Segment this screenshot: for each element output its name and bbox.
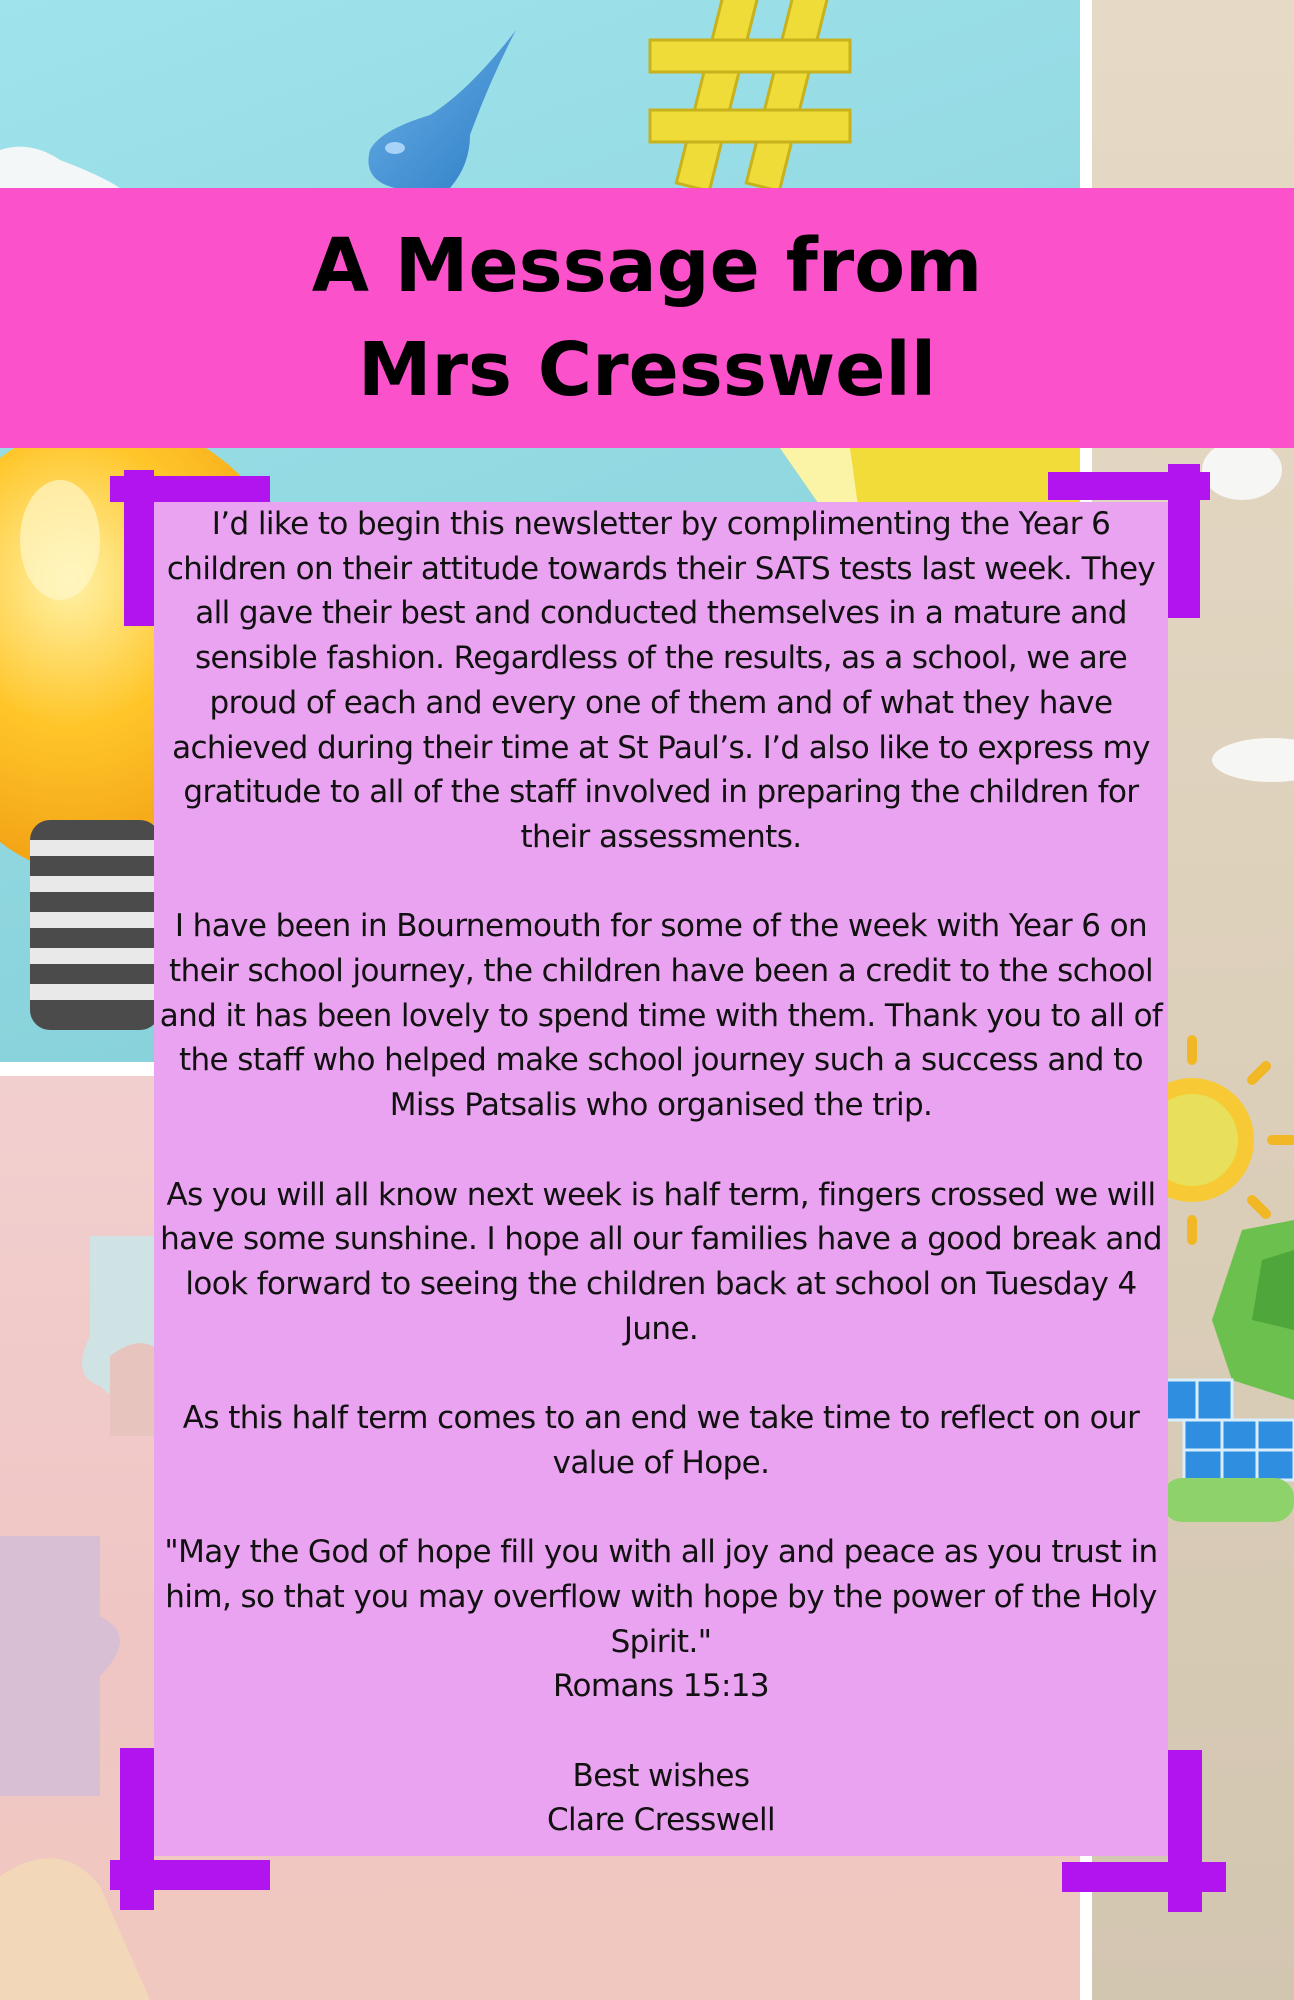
quote-reference: Romans 15:13 [552,1668,770,1705]
signature-name: Clare Cresswell [547,1802,775,1839]
tape-bottom-left-horizontal [110,1860,270,1890]
message-card [154,502,1168,1856]
paragraph-spacer [158,1709,1164,1754]
paragraph-spacer [158,1128,1164,1173]
hashtag-icon [650,0,850,191]
paragraph-spacer [158,1485,1164,1530]
tree-icon [1212,1220,1294,1400]
bible-quote: "May the God of hope fill you with all joy and peace as you trust in him, so that you may overflow with hope by the power of the Holy Spirit." [164,1534,1158,1660]
paragraph-sats: I’d like to begin this newsletter by complimenting the Year 6 children on their attitude towards their SATS tests last week. They all gave their best and conducted themselves in a mature and sensible fashion. Regardless of the results, as a school, we are proud of each and every one of them and of what they have achieved during their time at St Paul’s. I’d also like to express my gratitude to all of the staff involved in preparing the children for their assessments. [166,506,1156,855]
sign-off: Best wishes [572,1757,750,1794]
puzzle-piece-icon [0,1536,120,1796]
tape-bottom-right-horizontal [1062,1862,1226,1892]
paragraph-spacer [158,1351,1164,1396]
solar-panel-icon [1162,1380,1294,1480]
tape-top-left-vertical [124,470,154,626]
title-banner [0,188,1294,448]
water-drop-icon [368,30,516,188]
paragraph-hope: As this half term comes to an end we take time to reflect on our value of Hope. [182,1400,1140,1481]
page-title: A Message from Mrs Cresswell [311,223,983,413]
paragraph-spacer [158,860,1164,905]
paragraph-half-term: As you will all know next week is half term, fingers crossed we will have some sunshine. I hope all our families have a good break and look forward to seeing the children back at school on Tuesday 4 June. [160,1176,1162,1347]
tape-top-right-vertical [1168,464,1200,618]
cloud-icon [0,147,120,188]
paragraph-school-journey: I have been in Bournemouth for some of the week with Year 6 on their school journey, the children have been a credit to the school and it has been lovely to spend time with them. Thank you to all of the staff who helped make school journey such a success and to Miss Patsalis who organised the trip. [159,908,1163,1124]
